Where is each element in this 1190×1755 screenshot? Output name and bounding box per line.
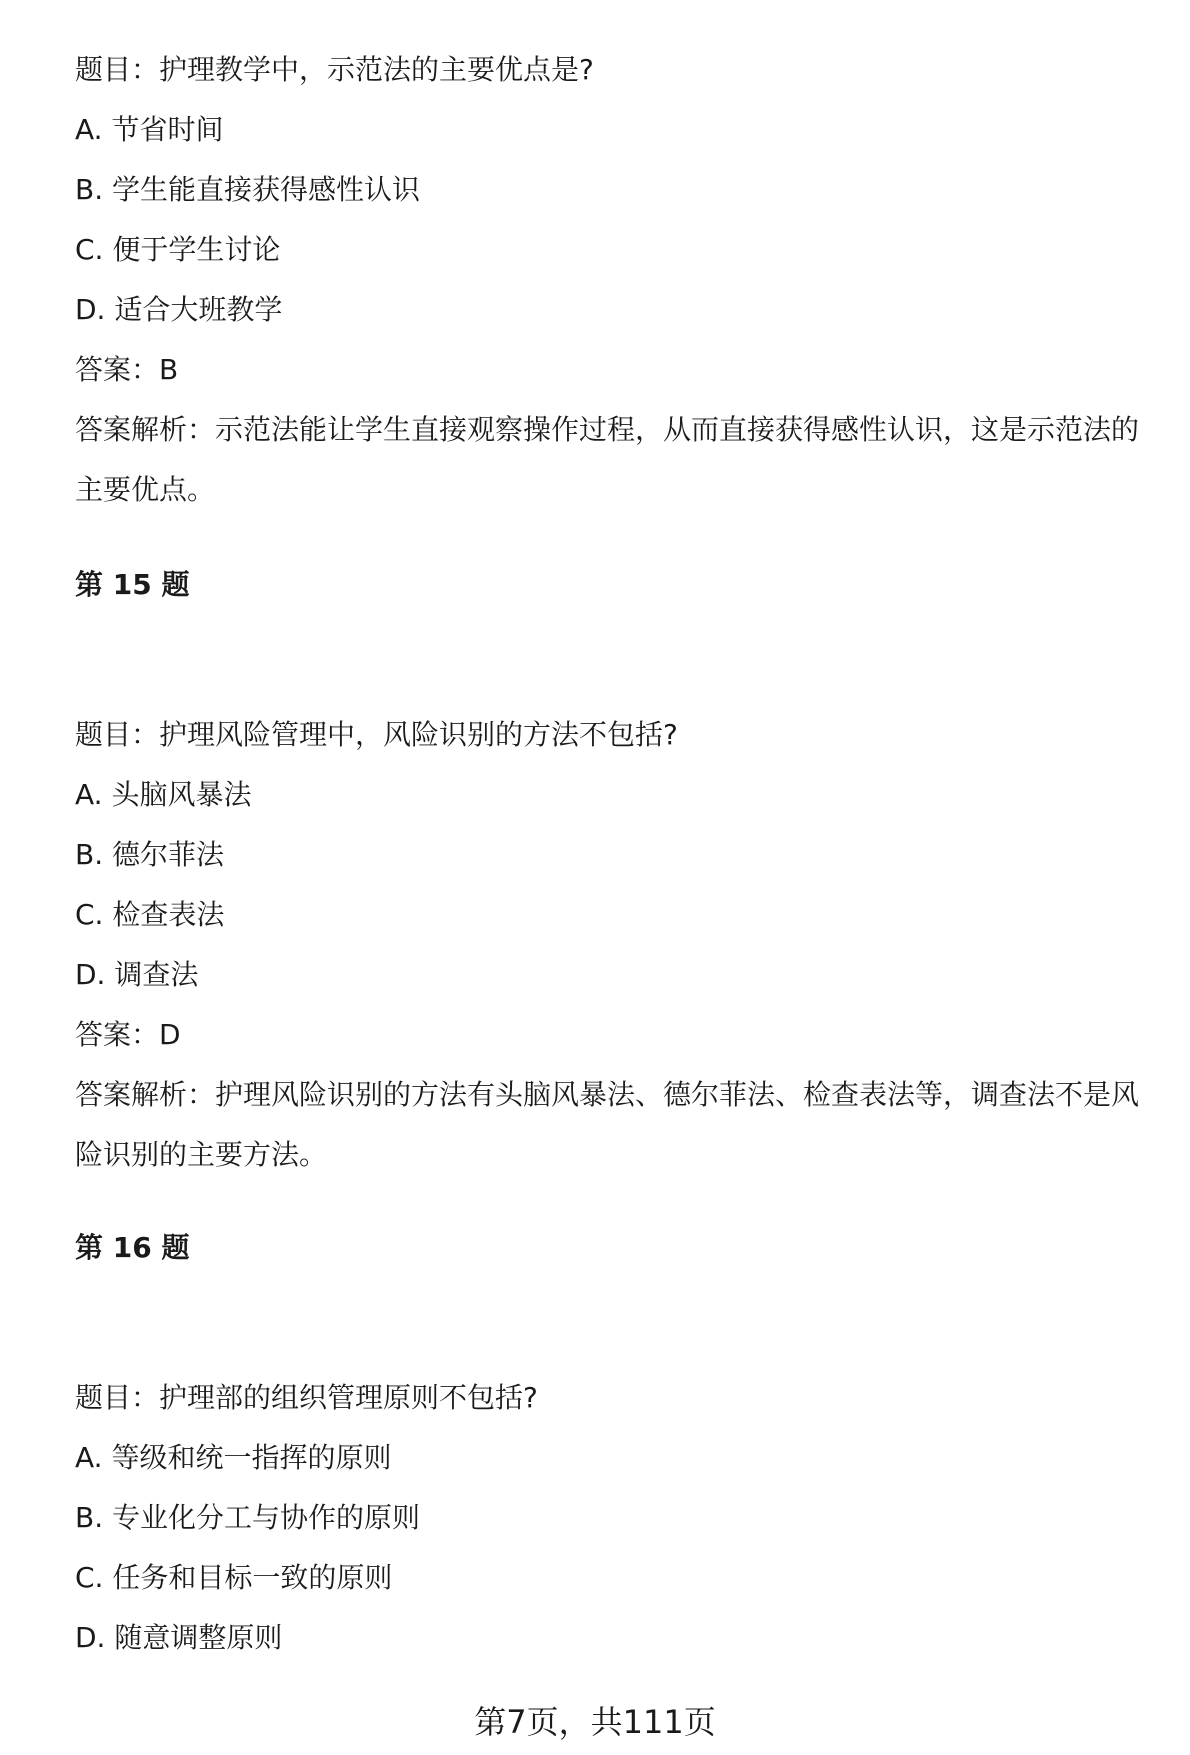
answer-text: 答案：D [75, 1018, 181, 1051]
option-a: A. 头脑风暴法 [75, 778, 252, 811]
answer-text: 答案：B [75, 353, 179, 386]
option-b: B. 学生能直接获得感性认识 [75, 173, 421, 206]
option-a: A. 节省时间 [75, 113, 224, 146]
question-text: 题目：护理教学中，示范法的主要优点是? [75, 53, 594, 86]
answer-analysis: 答案解析：示范法能让学生直接观察操作过程，从而直接获得感性认识，这是示范法的主要优点。 [75, 413, 1140, 506]
option-c: C. 便于学生讨论 [75, 233, 281, 266]
page-number-footer: 第7页，共111页 [474, 1703, 716, 1741]
option-d: D. 适合大班教学 [75, 293, 283, 326]
question-text: 题目：护理部的组织管理原则不包括? [75, 1381, 538, 1414]
option-d: D. 随意调整原则 [75, 1621, 283, 1654]
option-a: A. 等级和统一指挥的原则 [75, 1441, 392, 1474]
option-b: B. 专业化分工与协作的原则 [75, 1501, 421, 1534]
question-heading: 第 16 题 [75, 1231, 190, 1264]
question-heading: 第 15 题 [75, 568, 190, 601]
option-d: D. 调查法 [75, 958, 199, 991]
option-c: C. 检查表法 [75, 898, 225, 931]
question-text: 题目：护理风险管理中，风险识别的方法不包括? [75, 718, 678, 751]
option-c: C. 任务和目标一致的原则 [75, 1561, 393, 1594]
answer-analysis: 答案解析：护理风险识别的方法有头脑风暴法、德尔菲法、检查表法等，调查法不是风险识别的主要方法。 [75, 1078, 1140, 1171]
option-b: B. 德尔菲法 [75, 838, 225, 871]
